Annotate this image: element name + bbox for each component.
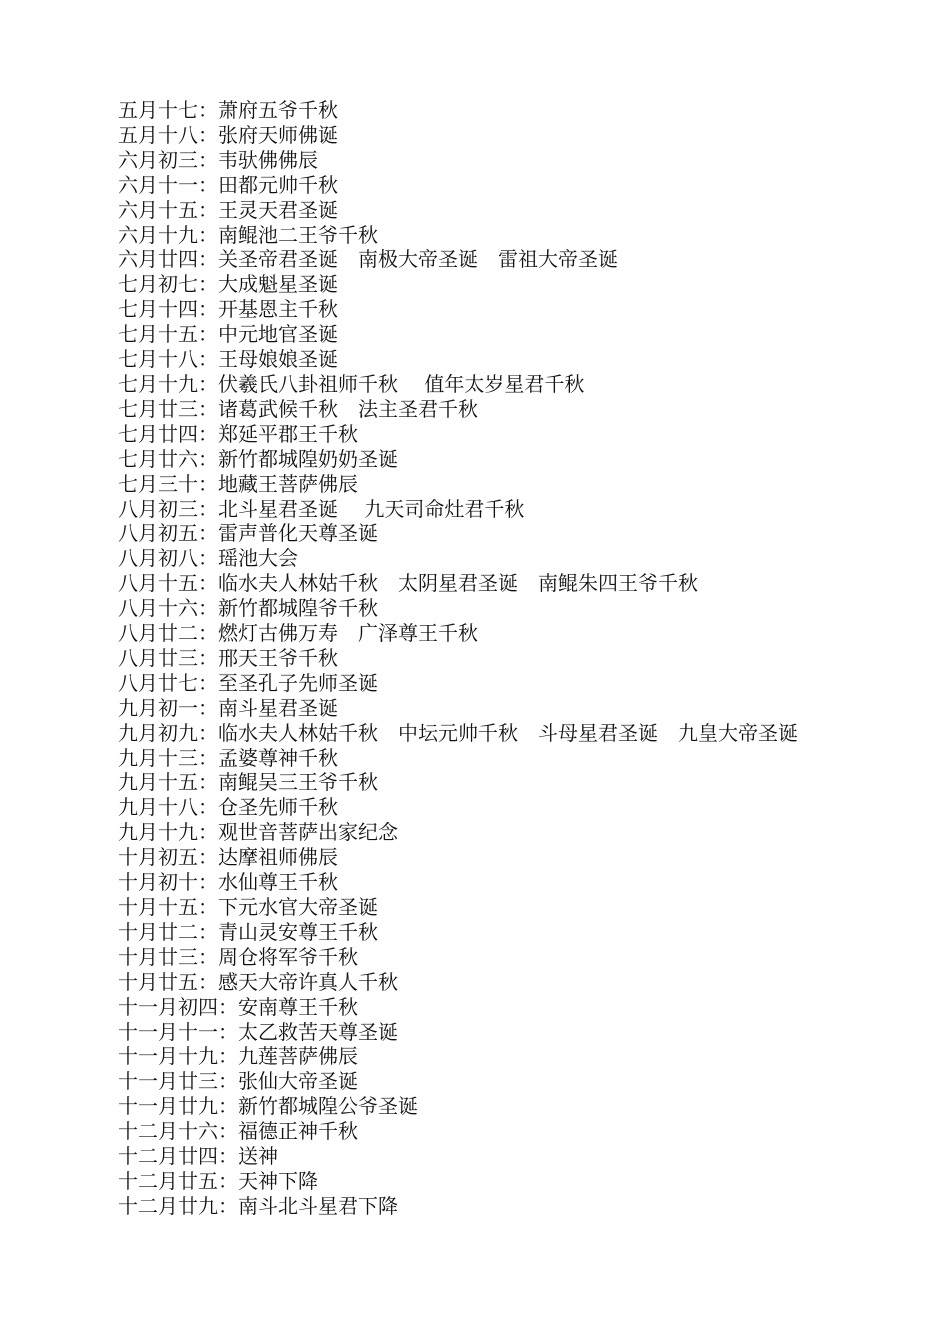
festival-line: 十一月廿九：新竹都城隍公爷圣诞 xyxy=(118,1094,418,1119)
festival-line: 六月初三：韦驮佛佛辰 xyxy=(118,147,318,172)
festival-line: 八月十五：临水夫人林姑千秋 太阴星君圣诞 南鲲朱四王爷千秋 xyxy=(118,571,698,596)
festival-line: 八月十六：新竹都城隍爷千秋 xyxy=(118,596,378,621)
festival-line: 九月十三：孟婆尊神千秋 xyxy=(118,745,338,770)
festival-line: 七月十九：伏羲氏八卦祖师千秋 值年太岁星君千秋 xyxy=(118,371,585,396)
festival-line: 八月廿七：至圣孔子先师圣诞 xyxy=(118,670,378,695)
festival-line: 八月初八：瑶池大会 xyxy=(118,546,298,571)
festival-line: 十月廿五：感天大帝许真人千秋 xyxy=(118,969,398,994)
festival-line: 八月廿三：邢天王爷千秋 xyxy=(118,645,338,670)
festival-line: 九月初一：南斗星君圣诞 xyxy=(118,695,338,720)
festival-line: 十一月十九：九莲菩萨佛辰 xyxy=(118,1044,358,1069)
festival-line: 七月初七：大成魁星圣诞 xyxy=(118,272,338,297)
festival-line: 十月廿三：周仓将军爷千秋 xyxy=(118,944,358,969)
festival-line: 六月十一：田都元帅千秋 xyxy=(118,172,338,197)
festival-line: 九月十五：南鲲吴三王爷千秋 xyxy=(118,770,378,795)
festival-line: 五月十七：萧府五爷千秋 xyxy=(118,98,338,122)
festival-line: 十二月廿五：天神下降 xyxy=(118,1168,318,1193)
festival-line: 十月初五：达摩祖师佛辰 xyxy=(118,845,338,870)
festival-line: 九月初九：临水夫人林姑千秋 中坛元帅千秋 斗母星君圣诞 九皇大帝圣诞 xyxy=(118,720,798,745)
festival-line: 十二月廿四：送神 xyxy=(118,1144,278,1169)
festival-line: 七月三十：地藏王菩萨佛辰 xyxy=(118,471,358,496)
festival-line: 九月十九：观世音菩萨出家纪念 xyxy=(118,820,398,845)
festival-line: 八月初三：北斗星君圣诞 九天司命灶君千秋 xyxy=(118,496,525,521)
festival-line: 九月十八：仓圣先师千秋 xyxy=(118,795,338,820)
festival-line: 十一月廿三：张仙大帝圣诞 xyxy=(118,1069,358,1094)
festival-line: 七月十八：王母娘娘圣诞 xyxy=(118,347,338,372)
document-page xyxy=(118,98,838,1219)
festival-line: 七月廿四：郑延平郡王千秋 xyxy=(118,421,358,446)
festival-line: 五月十八：张府天师佛诞 xyxy=(118,122,338,147)
festival-line: 十月廿二：青山灵安尊王千秋 xyxy=(118,919,378,944)
festival-line: 十一月初四：安南尊王千秋 xyxy=(118,994,358,1019)
festival-line: 十二月十六：福德正神千秋 xyxy=(118,1119,358,1144)
festival-line: 十月初十：水仙尊王千秋 xyxy=(118,870,338,895)
festival-line: 十二月廿九：南斗北斗星君下降 xyxy=(118,1193,398,1218)
festival-list xyxy=(118,98,838,1219)
festival-line: 七月廿六：新竹都城隍奶奶圣诞 xyxy=(118,446,398,471)
festival-line: 七月廿三：诸葛武候千秋 法主圣君千秋 xyxy=(118,396,478,421)
festival-line: 七月十四：开基恩主千秋 xyxy=(118,297,338,322)
festival-line: 八月廿二：燃灯古佛万寿 广泽尊王千秋 xyxy=(118,621,478,646)
festival-line: 八月初五：雷声普化天尊圣诞 xyxy=(118,521,378,546)
festival-line: 六月廿四：关圣帝君圣诞 南极大帝圣诞 雷祖大帝圣诞 xyxy=(118,247,618,272)
festival-line: 六月十九：南鲲池二王爷千秋 xyxy=(118,222,378,247)
festival-line: 七月十五：中元地官圣诞 xyxy=(118,322,338,347)
festival-line: 十一月十一：太乙救苦天尊圣诞 xyxy=(118,1019,398,1044)
festival-line: 六月十五：王灵天君圣诞 xyxy=(118,197,338,222)
festival-line: 十月十五：下元水官大帝圣诞 xyxy=(118,895,378,919)
